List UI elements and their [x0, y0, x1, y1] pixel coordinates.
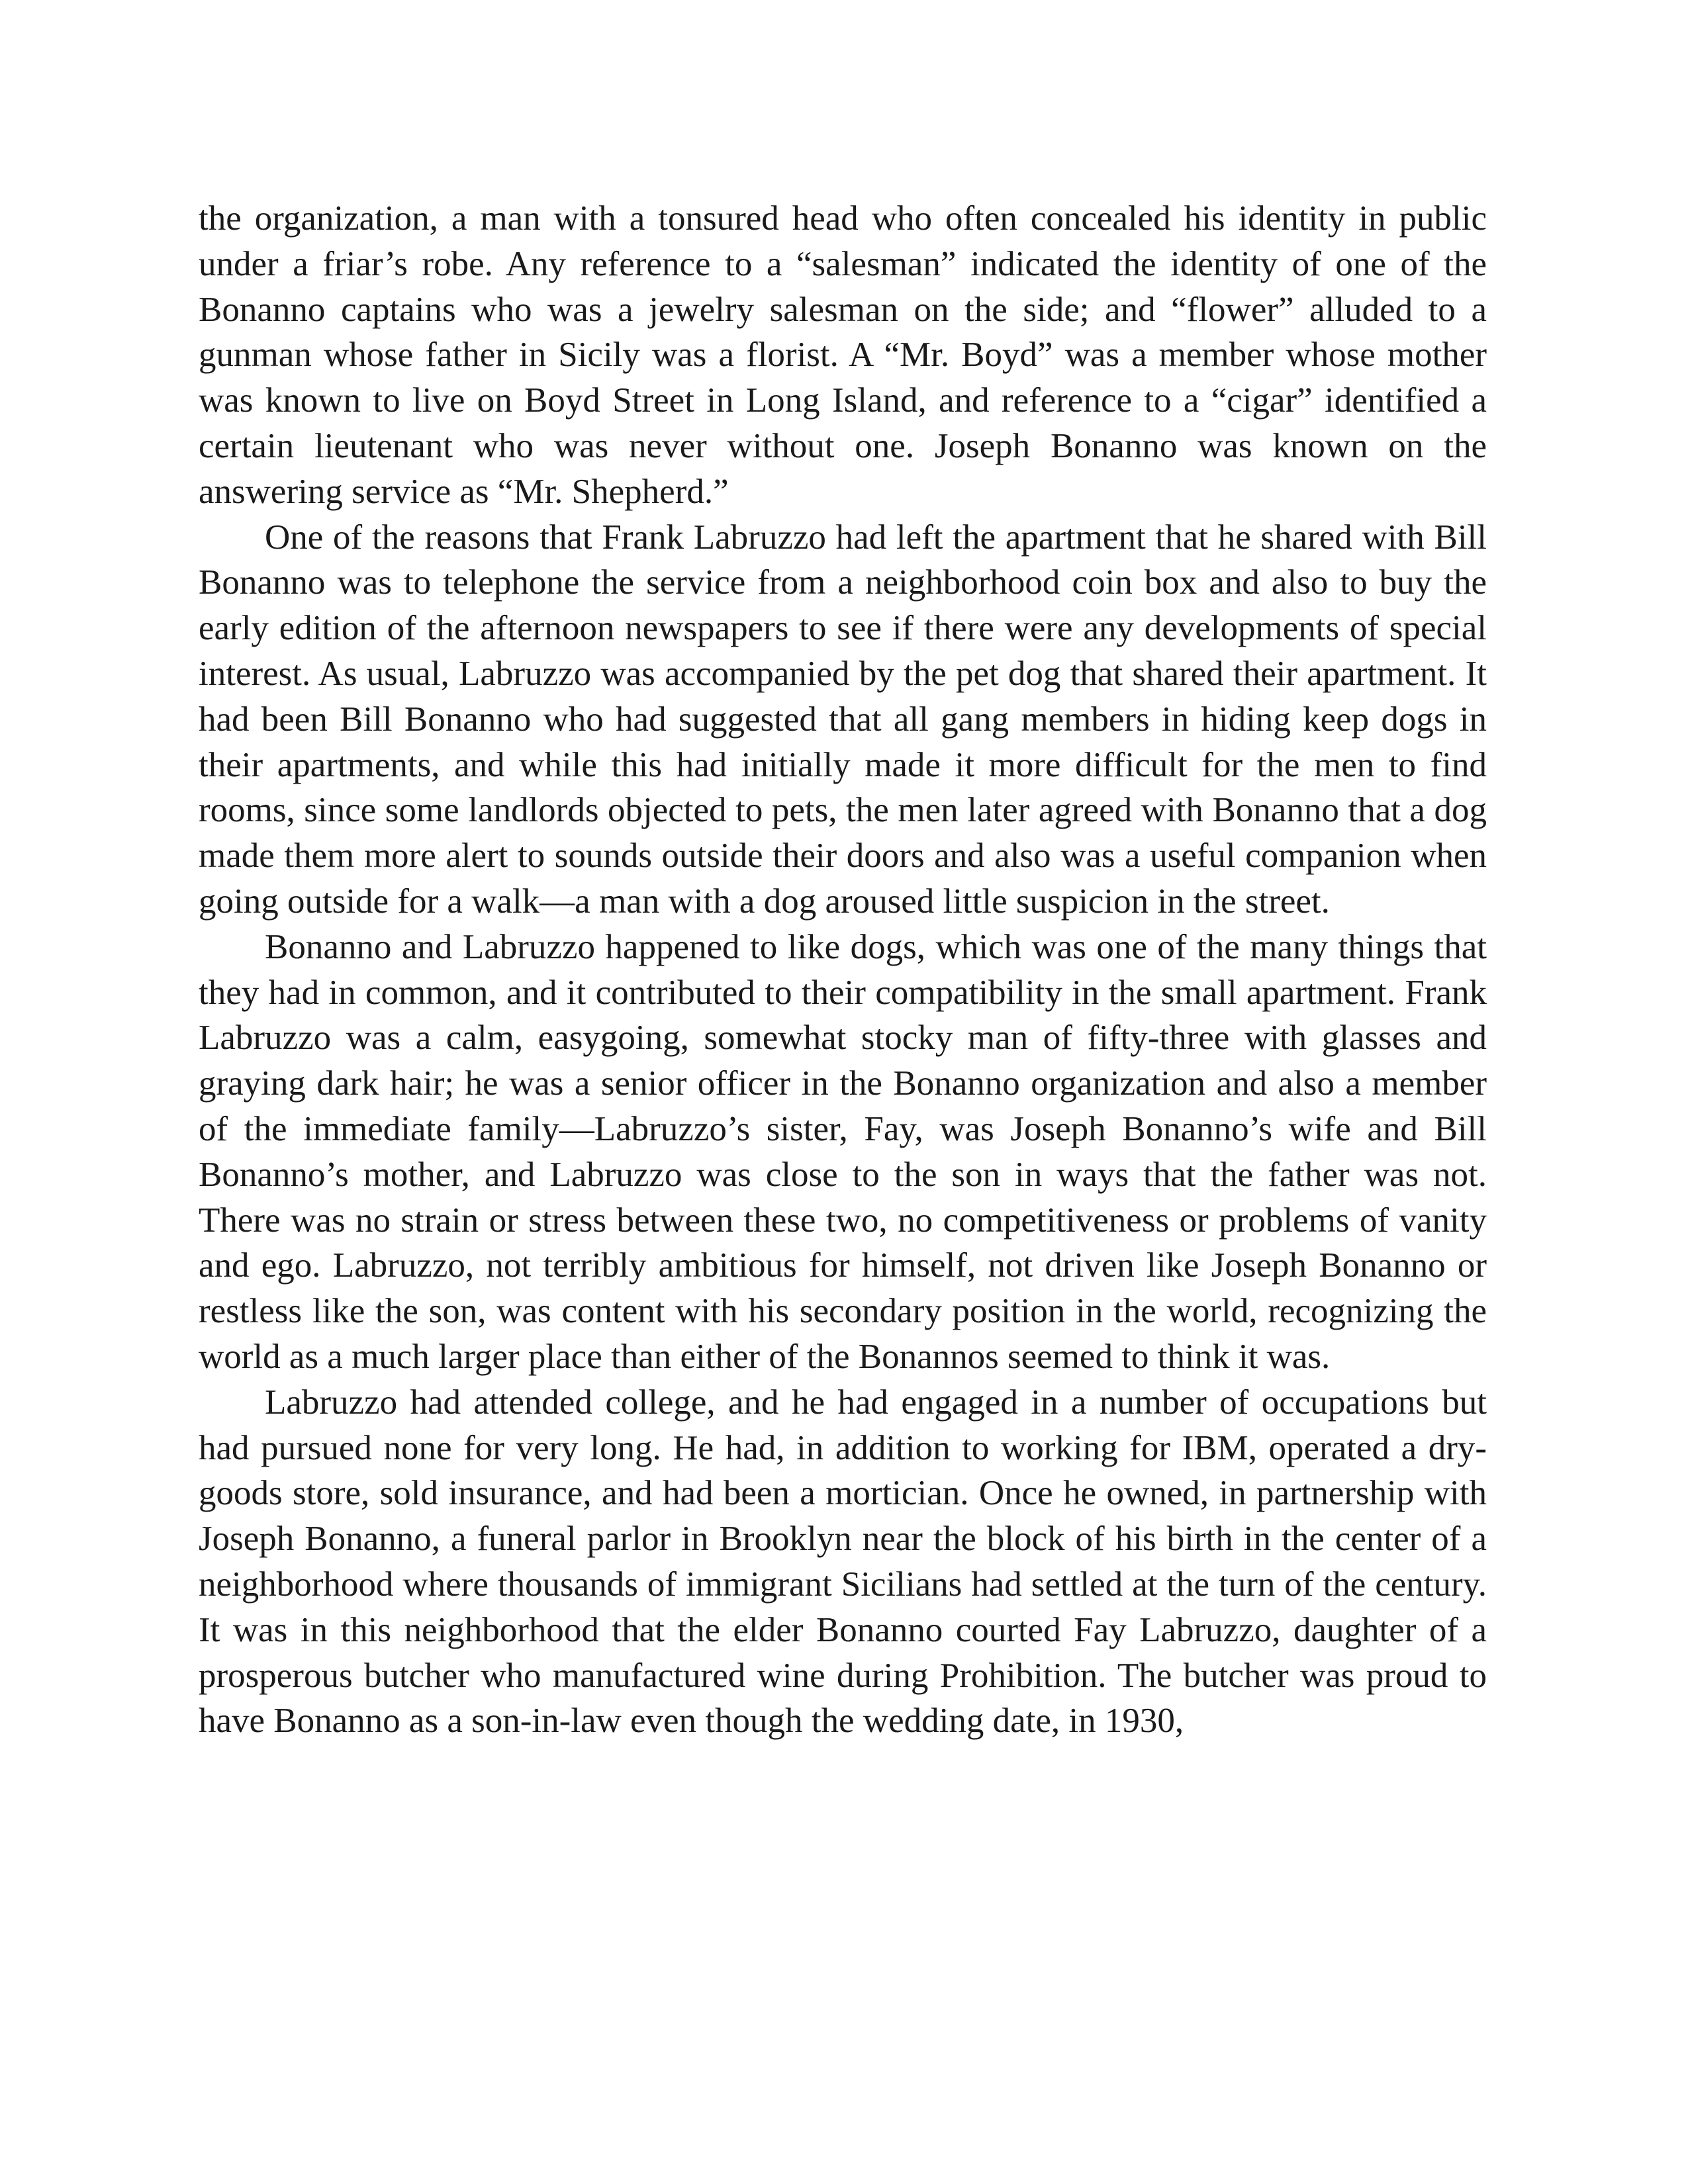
paragraph-4: Labruzzo had attended college, and he had engaged in a number of occupations but had pursued none for very long. He had, in addition to working for IBM, operated a dry-goods store, sold insurance, and had been a mortician. Once he owned, in partnership with Joseph Bonanno, a funeral parlor in Brooklyn near the block of his birth in the center of a neighborhood where thousands of immigrant Sicilians had settled at the turn of the century. It was in this neighborhood that the elder Bonanno courted Fay Labruzzo, daughter of a prosperous butcher who manufactured wine during Prohibition. The butcher was proud to have Bonanno as a son-in-law even though the wedding date, in 1930, — [199, 1383, 1487, 1741]
page-body — [199, 196, 1487, 1744]
paragraph-3: Bonanno and Labruzzo happened to like dogs, which was one of the many things that they had in common, and it contributed to their compatibility in the small apartment. Frank Labruzzo was a calm, easygoing, somewhat stocky man of fifty-three with glasses and graying dark hair; he was a senior officer in the Bonanno organization and also a member of the immediate family—Labruzzo’s sister, Fay, was Joseph Bonanno’s wife and Bill Bonanno’s mother, and Labruzzo was close to the son in ways that the father was not. There was no strain or stress between these two, no competitiveness or problems of vanity and ego. Labruzzo, not terribly ambitious for himself, not driven like Joseph Bonanno or restless like the son, was content with his secondary position in the world, recognizing the world as a much larger place than either of the Bonannos seemed to think it was. — [199, 927, 1487, 1376]
paragraph-2: One of the reasons that Frank Labruzzo had left the apartment that he shared with Bill Bonanno was to telephone the service from a neighborhood coin box and also to buy the early edition of the afternoon newspapers to see if there were any developments of special interest. As usual, Labruzzo was accompanied by the pet dog that shared their apartment. It had been Bill Bonanno who had suggested that all gang members in hiding keep dogs in their apartments, and while this had initially made it more difficult for the men to find rooms, since some landlords objected to pets, the men later agreed with Bonanno that a dog made them more alert to sounds outside their doors and also was a useful companion when going outside for a walk—a man with a dog aroused little suspicion in the street. — [199, 518, 1487, 921]
paragraph-1: the organization, a man with a tonsured head who often concealed his identity in public under a friar’s robe. Any reference to a “salesman” indicated the identity of one of the Bonanno captains who was a jewelry salesman on the side; and “flower” alluded to a gunman whose father in Sicily was a florist. A “Mr. Boyd” was a member whose mother was known to live on Boyd Street in Long Island, and reference to a “cigar” identified a certain lieutenant who was never without one. Joseph Bonanno was known on the answering service as “Mr. Shepherd.” — [199, 199, 1487, 511]
